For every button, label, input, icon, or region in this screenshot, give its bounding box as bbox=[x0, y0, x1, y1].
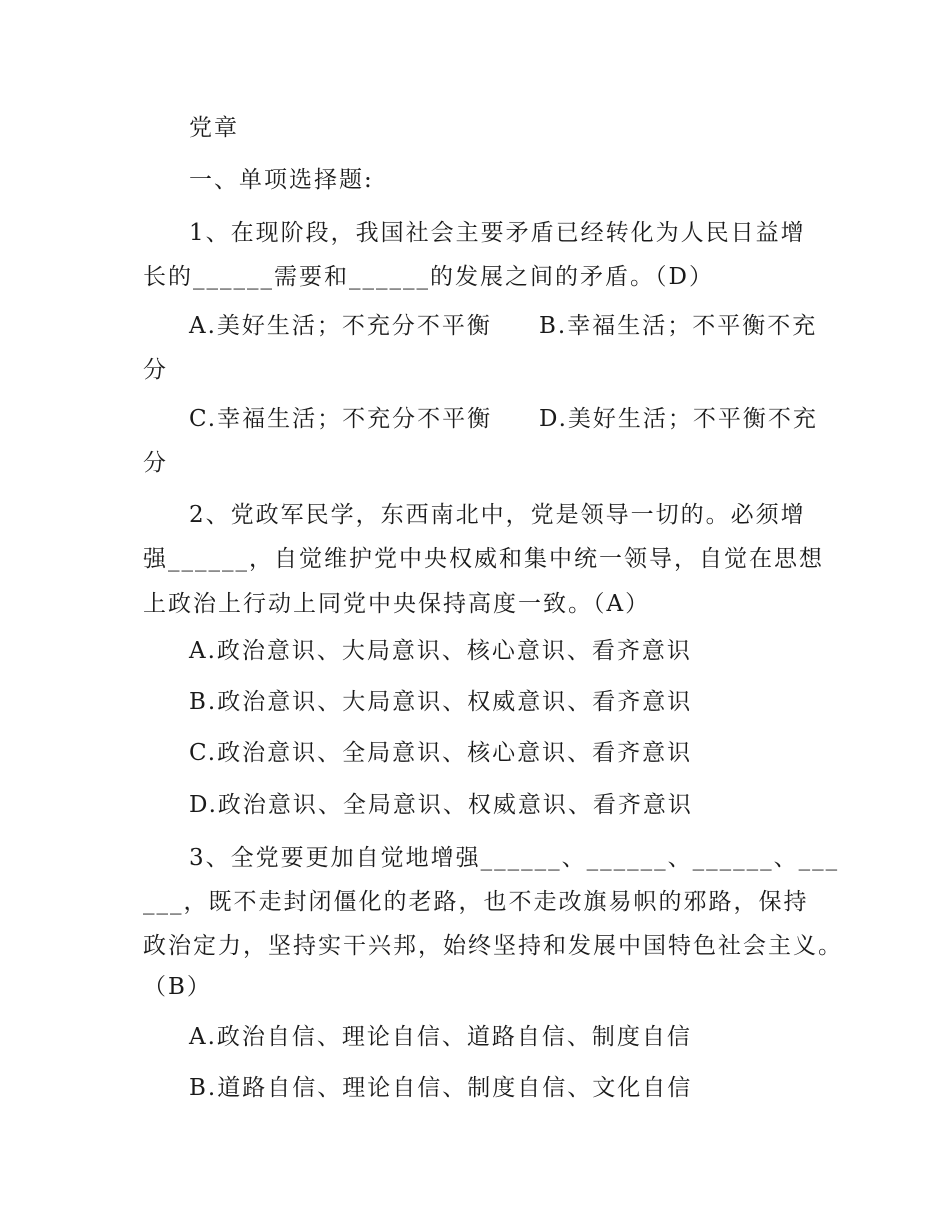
q1-option-c: C.幸福生活；不充分不平衡 bbox=[189, 406, 493, 432]
q1-text-line-1: 1、在现阶段，我国社会主要矛盾已经转化为人民日益增 bbox=[189, 220, 806, 246]
q3-option-b: B.道路自信、理论自信、制度自信、文化自信 bbox=[189, 1075, 693, 1101]
q3-text-line-1: 3、全党要更加自觉地增强______、______、______、___ bbox=[189, 845, 840, 871]
q2-option-c: C.政治意识、全局意识、核心意识、看齐意识 bbox=[189, 740, 693, 766]
q2-text-line-3: 上政治上行动上同党中央保持高度一致。（A） bbox=[143, 591, 651, 617]
q3-text-line-2: ___，既不走封闭僵化的老路，也不走改旗易帜的邪路，保持 bbox=[143, 889, 809, 915]
doc-title: 党章 bbox=[189, 115, 239, 141]
q2-text-line-1: 2、党政军民学，东西南北中，党是领导一切的。必须增 bbox=[189, 502, 806, 528]
section-heading: 一、单项选择题: bbox=[189, 167, 374, 193]
q3-option-a: A.政治自信、理论自信、道路自信、制度自信 bbox=[189, 1024, 692, 1050]
q1-text-line-2: 长的______需要和______的发展之间的矛盾。（D） bbox=[143, 264, 714, 290]
q1-options-row-1 bbox=[189, 311, 869, 341]
q3-text-line-3: 政治定力，坚持实干兴邦，始终坚持和发展中国特色社会主义。 bbox=[143, 933, 843, 959]
q2-text-line-2: 强______，自觉维护党中央权威和集中统一领导，自觉在思想 bbox=[143, 546, 824, 572]
q3-answer: （B） bbox=[143, 974, 212, 1000]
q2-option-a: A.政治意识、大局意识、核心意识、看齐意识 bbox=[189, 638, 692, 664]
q1-option-d: D.美好生活；不平衡不充 bbox=[539, 406, 818, 432]
q2-option-b: B.政治意识、大局意识、权威意识、看齐意识 bbox=[189, 689, 693, 715]
q1-option-a: A.美好生活；不充分不平衡 bbox=[189, 313, 492, 339]
q2-option-d: D.政治意识、全局意识、权威意识、看齐意识 bbox=[189, 792, 693, 818]
q1-option-b: B.幸福生活；不平衡不充 bbox=[539, 313, 818, 339]
q1-options-row-2 bbox=[189, 404, 869, 434]
q1-option-b-continued: 分 bbox=[143, 357, 168, 383]
q1-option-d-continued: 分 bbox=[143, 450, 168, 476]
